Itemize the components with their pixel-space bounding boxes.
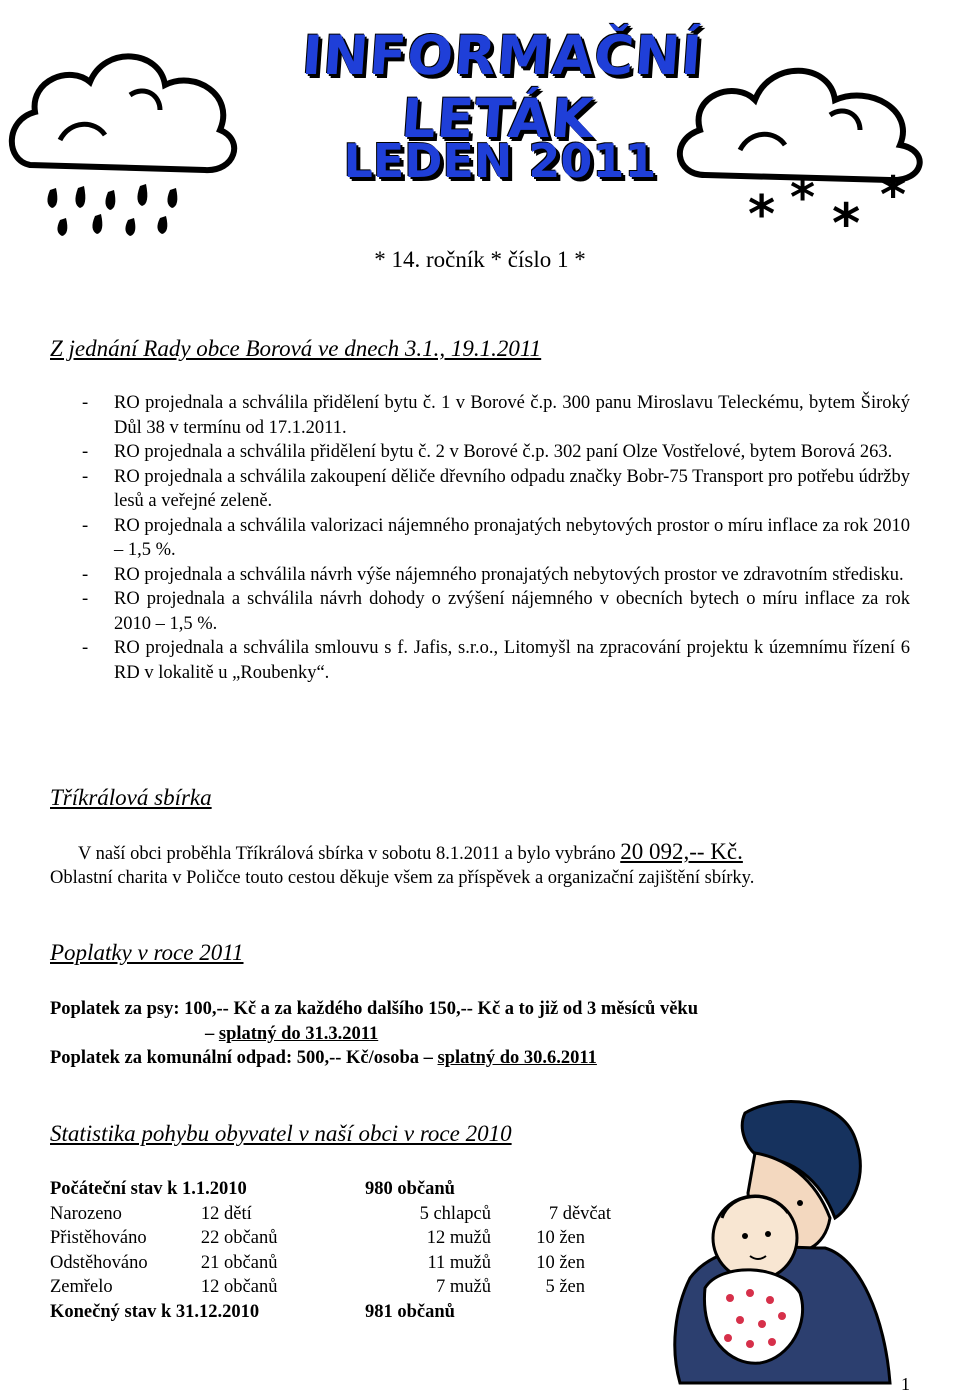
start-label: Počáteční stav k 1.1.2010 [50,1179,247,1199]
rada-heading: Z jednání Rady obce Borová ve dnech 3.1., 19.1.2011 [50,336,542,361]
list-item: - RO projednala a schválila přidělení bytu č. 2 v Borové č.p. 302 paní Olze Vostřelové, bytem Borová 263. [82,440,910,465]
row-women: 10 žen [536,1252,585,1273]
row-men: 11 mužů [427,1252,491,1273]
sbirka-amount: 20 092,-- Kč. [620,839,743,864]
mother-baby-clipart [650,1088,900,1388]
poplatek-psy-due [205,1022,378,1047]
row-women: 5 žen [545,1277,585,1297]
sbirka-text: V naší obci proběhla Tříkrálová sbírka v sobotu 8.1.2011 a bylo vybráno [78,844,616,864]
poplatky-heading: Poplatky v roce 2011 [50,940,244,965]
list-item: - RO projednala a schválila zakoupení děliče dřevního odpadu značky Bobr-75 Transport pro potřebu údržby lesů a veřejné zeleně. [82,465,910,514]
svg-text:*: * [790,170,816,226]
page-number: 1 [901,1374,910,1394]
sbirka-line1 [78,840,938,867]
row-label: Přistěhováno [50,1228,147,1248]
list-item: - RO projednala a schválila valorizaci nájemného pronajatých nebytových prostor o míru inflace za rok 2010 – 1,5 %. [82,514,910,563]
issue-line: * 14. ročník * číslo 1 * [374,247,586,272]
rada-list [82,391,910,685]
list-item: - RO projednala a schválila smlouvu s f. Jafis, s.r.o., Litomyšl na zpracování projektu k územnímu řízení 6 RD v lokalitě u „Roubenky“. [82,636,910,685]
odpad-due-date: splatný do 30.6.2011 [437,1048,597,1068]
row-label: Narozeno [50,1203,122,1224]
row-men: 7 mužů [436,1277,491,1297]
row-women: 10 žen [536,1228,585,1248]
newsletter-month: LEDEN 2011 [343,134,657,188]
table-row [50,1251,611,1276]
poplatek-odpad [50,1046,910,1071]
row-label: Odstěhováno [50,1252,148,1273]
statistika-heading: Statistika pohybu obyvatel v naší obci v roce 2010 [50,1121,512,1146]
end-label: Konečný stav k 31.12.2010 [50,1301,260,1322]
list-item: - RO projednala a schválila přidělení bytu č. 1 v Borové č.p. 300 panu Miroslavu Teleckému, bytem Široký Důl 38 v termínu od 17.1.2011. [82,391,910,440]
svg-text:*: * [832,192,861,240]
table-row [50,1226,611,1251]
row-men: 12 mužů [426,1228,491,1248]
poplatek-psy: Poplatek za psy: 100,-- Kč a za každého dalšího 150,-- Kč a to již od 3 měsíců věku [50,999,698,1019]
sbirka-line2: Oblastní charita v Poličce touto cestou děkuje všem za příspěvek a organizační zajištění sbírky. [50,868,755,888]
raindrops-icon [47,184,177,236]
row-total: 21 občanů [200,1252,278,1273]
psy-due-date: splatný do 31.3.2011 [218,1024,379,1044]
masthead [0,0,960,240]
end-value: 981 občanů [365,1301,455,1322]
list-item: - RO projednala a schválila návrh výše nájemného pronajatých nebytových prostor ve zdravotním středisku. [82,563,910,588]
row-men: 5 chlapců [419,1203,491,1224]
sbirka-heading: Tříkrálová sbírka [50,785,212,810]
statistika-table [50,1177,611,1324]
row-total: 12 dětí [200,1203,252,1224]
table-row [50,1275,611,1300]
start-value: 980 občanů [365,1179,455,1199]
table-row [50,1202,611,1227]
table-row [50,1177,611,1202]
row-label: Zemřelo [50,1277,113,1297]
list-item: - RO projednala a schválila návrh dohody o zvýšení nájemného v obecních bytech o míru inflace za rok 2010 – 1,5 %. [82,587,910,636]
row-women: 7 děvčat [548,1203,611,1224]
svg-text:*: * [880,166,907,224]
dash: – [423,1048,433,1068]
svg-text:*: * [748,185,776,240]
odpad-text: Poplatek za komunální odpad: 500,-- Kč/osoba [50,1048,420,1068]
dash: – [205,1024,215,1044]
row-total: 22 občanů [200,1228,278,1248]
table-row [50,1300,611,1325]
newsletter-title: INFORMAČNÍ LETÁK [299,24,705,150]
row-total: 12 občanů [200,1277,278,1297]
